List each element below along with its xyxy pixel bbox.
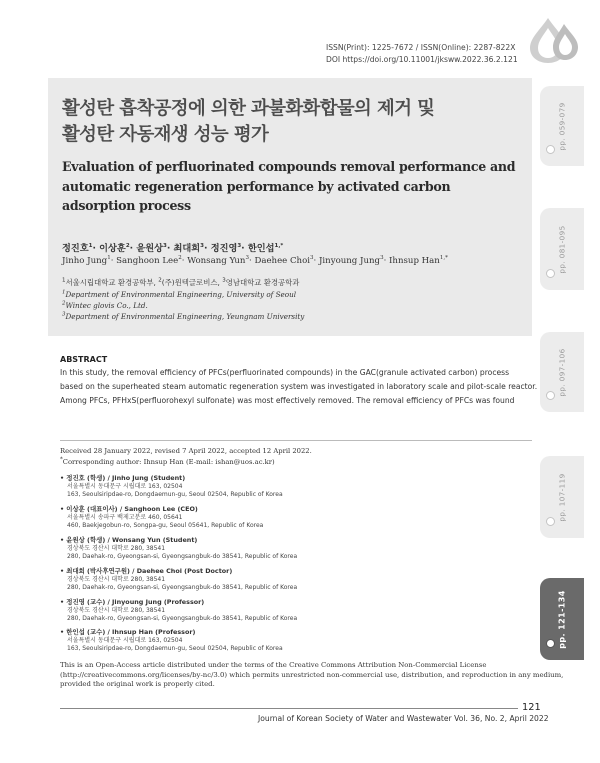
korean-title [62, 96, 522, 148]
received-dates: Received 28 January 2022, revised 7 April 2022, accepted 12 April 2022. [60, 447, 312, 455]
tab-dot-icon [546, 517, 555, 526]
tab-dot-icon [546, 391, 555, 400]
author-address-english: 460, Baekjegobun-ro, Songpa-gu, Seoul 05641, Republic of Korea [67, 522, 264, 530]
author-detail-heading: • 윤원상 (학생) / Wonsang Yun (Student) [60, 536, 198, 544]
author-kr: 한인섭$^{1,*}$ [247, 242, 284, 254]
abstract-heading: ABSTRACT [60, 355, 108, 364]
author-en: Jinyoung Jung$^3$ [318, 255, 384, 266]
author-detail [60, 505, 500, 530]
author-address-english: 163, Seoulsiripdae-ro, Dongdaemun-gu, Seoul 02504, Republic of Korea [67, 491, 283, 499]
author-detail-heading: • 정진영 (교수) / Jinyoung Jung (Professor) [60, 598, 205, 606]
corresponding-author: *Corresponding author: Ihnsup Han (E-mail: ishan@uos.ac.kr) [60, 456, 275, 466]
authors-korean: 정진호$^1$· 이상훈$^2$· 윤원상$^3$· 최대희$^3$· 정진영$^3$· 한인섭$^{1,*}$ [62, 242, 284, 254]
author-detail-heading: • 최대희 (박사후연구원) / Daehee Choi (Post Doctor) [60, 567, 233, 575]
affiliation-english-3: $^3$Department of Environmental Engineering, Yeungnam University [62, 311, 305, 321]
tab-dot-icon [546, 269, 555, 278]
abstract-line: Among PFCs, PFHxS(perfluorohexyl sulfonate) was most effectively removed. The removal efficiency of PFCs was found [60, 396, 515, 405]
side-tab-pp-121-134-active[interactable] [540, 578, 584, 660]
section-divider [60, 440, 532, 441]
author-en: Daehee Choi$^3$ [254, 255, 314, 266]
author-detail [60, 598, 500, 623]
author-kr: 최대희$^3$ [173, 242, 204, 254]
tab-dot-icon [546, 639, 555, 648]
author-detail [60, 567, 500, 592]
author-address-korean: 경상북도 경산시 대학로 280, 38541 [67, 576, 166, 583]
author-en: Wonsang Yun$^3$ [187, 255, 249, 266]
author-en: Sanghoon Lee$^2$ [116, 255, 182, 266]
english-title-line: Evaluation of perfluorinated compounds removal performance and [62, 159, 516, 174]
open-access-line: (http://creativecommons.org/licenses/by-nc/3.0) which permits unrestricted non-commercial use, distribution, and reproduction in any medium, [60, 670, 564, 679]
side-tab-pp-081-095[interactable] [540, 208, 584, 290]
side-tab-label: pp. 081-095 [557, 224, 567, 274]
author-address-korean: 경상북도 경산시 대학로 280, 38541 [67, 545, 166, 552]
author-en: Ihnsup Han$^{1,*}$ [389, 255, 448, 266]
author-address-korean: 서울특별시 동대문구 시립대로 163, 02504 [67, 637, 183, 644]
issn-text: ISSN(Print): 1225-7672 / ISSN(Online): 2287-822X [326, 43, 516, 52]
side-tab-label: pp. 059-079 [557, 101, 567, 151]
footer-divider [60, 708, 518, 709]
abstract-line: based on the superheated steam automatic regeneration system was investigated in laboratory scale and pilot-scale reactor. [60, 382, 538, 391]
english-title-line: automatic regeneration performance by activated carbon [62, 178, 451, 194]
open-access-line: This is an Open-Access article distributed under the terms of the Creative Commons Attribution Non-Commercial License [60, 661, 487, 669]
author-address-english: 280, Daehak-ro, Gyeongsan-si, Gyeongsangbuk-do 38541, Republic of Korea [67, 553, 298, 561]
side-tab-label: pp. 121-134 [557, 589, 567, 649]
side-tab-pp-107-119[interactable] [540, 456, 584, 538]
authors-english: Jinho Jung$^1$· Sanghoon Lee$^2$· Wonsang Yun$^3$· Daehee Choi$^3$· Jinyoung Jung$^3$· Ihnsup Han$^{1,*}$ [62, 255, 448, 266]
received-info [60, 446, 312, 468]
open-access-notice [60, 661, 564, 690]
author-kr: 정진호$^1$ [62, 242, 93, 254]
author-detail [60, 628, 500, 653]
author-detail-heading: • 이상훈 (대표이사) / Sanghoon Lee (CEO) [60, 505, 198, 513]
author-address-english: 280, Daehak-ro, Gyeongsan-si, Gyeongsangbuk-do 38541, Republic of Korea [67, 615, 298, 623]
author-kr: 이상훈$^2$ [99, 242, 130, 254]
korean-title-line: 활성탄 흡착공정에 의한 과불화화합물의 제거 및 [62, 98, 435, 119]
affiliations-korean: $^1$서울시립대학교 환경공학부, $^2$(주)윈텍글로비스, $^3$영남대학교 환경공학과 [62, 277, 300, 287]
english-title [62, 157, 532, 216]
side-tab-label: pp. 107-119 [557, 472, 567, 522]
author-detail [60, 536, 500, 561]
author-detail [60, 474, 500, 499]
water-drop-logo-icon [526, 14, 582, 64]
author-address-english: 280, Daehak-ro, Gyeongsan-si, Gyeongsangbuk-do 38541, Republic of Korea [67, 584, 298, 592]
author-address-english: 163, Seoulsiripdae-ro, Dongdaemun-gu, Seoul 02504, Republic of Korea [67, 645, 283, 653]
author-address-korean: 경상북도 경산시 대학로 280, 38541 [67, 607, 166, 614]
author-detail-heading: • 한인섭 (교수) / Ihnsup Han (Professor) [60, 628, 196, 636]
journal-citation: Journal of Korean Society of Water and Wastewater Vol. 36, No. 2, April 2022 [258, 714, 549, 723]
abstract-line: In this study, the removal efficiency of PFCs(perfluorinated compounds) in the GAC(granule activated carbon) process [60, 368, 510, 377]
author-address-korean: 서울특별시 동대문구 시립대로 163, 02504 [67, 483, 183, 490]
affiliation-english-2: $^2$Wintec glovis Co., Ltd. [62, 300, 148, 310]
tab-dot-icon [546, 145, 555, 154]
author-address-korean: 서울특별시 송파구 백제고분로 460, 05641 [67, 514, 183, 521]
author-detail-heading: • 정진호 (학생) / Jinho Jung (Student) [60, 474, 186, 482]
author-kr: 정진영$^3$ [210, 242, 242, 254]
korean-title-line: 활성탄 자동재생 성능 평가 [62, 124, 269, 145]
side-tab-label: pp. 097-106 [557, 347, 567, 397]
side-tab-pp-097-106[interactable] [540, 332, 584, 412]
english-title-line: adsorption process [62, 198, 191, 213]
author-en: Jinho Jung$^1$ [62, 255, 111, 266]
author-kr: 윤원상$^3$ [136, 242, 167, 254]
journal-identifiers [326, 42, 518, 66]
open-access-line: provided the original work is properly cited. [60, 680, 215, 688]
affiliation-english-1: $^1$Department of Environmental Engineering, University of Seoul [62, 289, 297, 299]
page-number: 121 [522, 702, 541, 713]
side-tab-pp-059-079[interactable] [540, 86, 584, 166]
doi-link[interactable]: DOI https://doi.org/10.11001/jksww.2022.36.2.121 [326, 55, 518, 64]
